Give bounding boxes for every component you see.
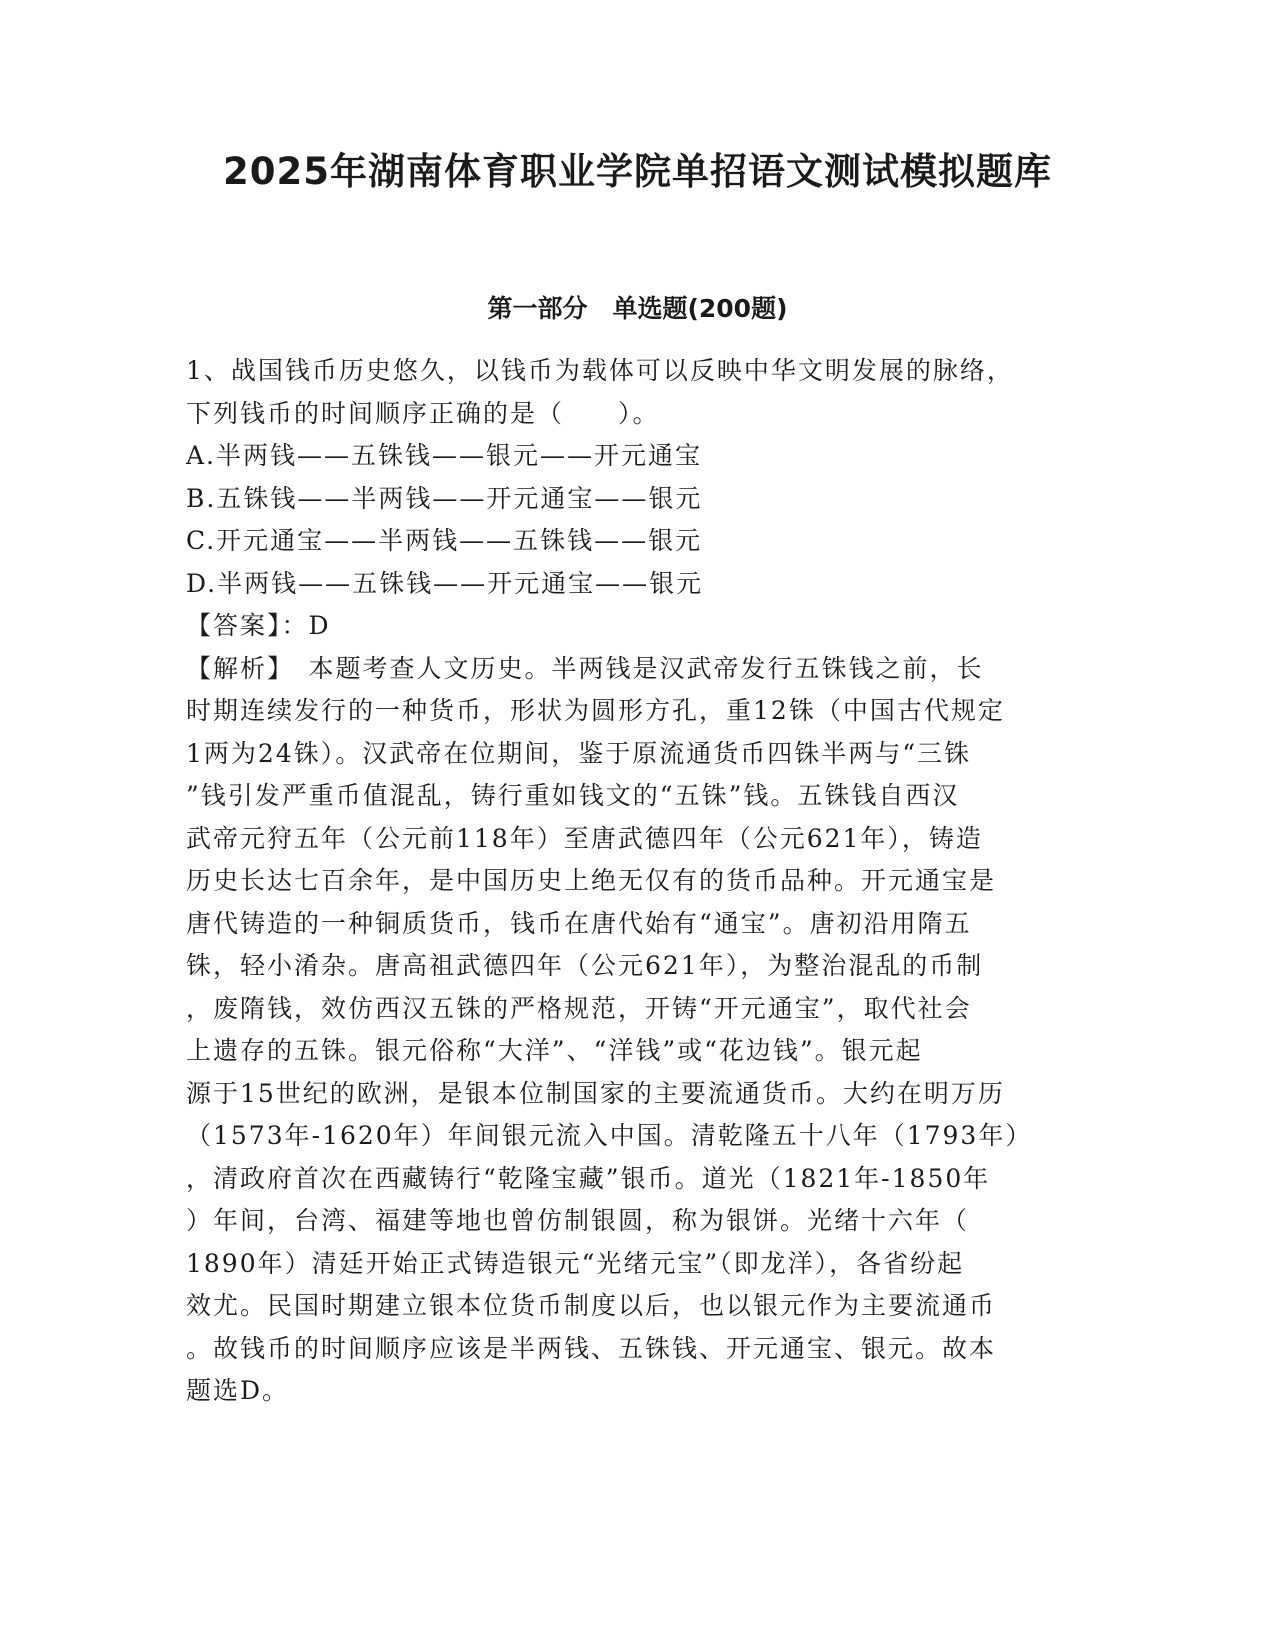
analysis-text: ，废隋钱，效仿西汉五铢的严格规范，开铸“开元通宝”，取代社会 <box>186 993 972 1023</box>
section-title: 第一部分 单选题(200题) <box>487 294 788 323</box>
option-b: B.五铢钱——半两钱——开元通宝——银元 <box>186 483 703 513</box>
analysis-text: ”钱引发严重币值混乱，铸行重如钱文的“五铢”钱。五铢钱自西汉 <box>186 781 960 810</box>
analysis-text: ，清政府首次在西藏铸行“乾隆宝藏”银币。道光（1821年-1850年 <box>186 1163 991 1193</box>
analysis-text: 效尤。民国时期建立银本位货币制度以后，也以银元作为主要流通币 <box>186 1291 997 1320</box>
analysis-text: ）年间，台湾、福建等地也曾仿制银圆，称为银饼。光绪十六年（ <box>186 1206 970 1235</box>
answer-line <box>186 605 1076 648</box>
analysis-text: 武帝元狩五年（公元前118年）至唐武德四年（公元621年），铸造 <box>186 823 983 853</box>
analysis-text: 唐代铸造的一种铜质货币，钱币在唐代始有“通宝”。唐初沿用隋五 <box>186 908 972 938</box>
answer-label: 【答案】： <box>186 611 309 640</box>
question-stem-line: 下列钱币的时间顺序正确的是（ ）。 <box>186 398 660 428</box>
analysis-text: 上遗存的五铢。银元俗称“大洋”、“洋钱”或“花边钱”。银元起 <box>186 1036 923 1065</box>
analysis-text: 1890年）清廷开始正式铸造银元“光绪元宝”（即龙洋），各省纷起 <box>186 1248 965 1278</box>
option-c: C.开元通宝——半两钱——五铢钱——银元 <box>186 526 703 555</box>
option-a: A.半两钱——五铢钱——银元——开元通宝 <box>186 441 703 470</box>
analysis-text: 题选D。 <box>186 1376 290 1405</box>
analysis-label: 【解析】 <box>186 653 282 683</box>
analysis-text: 源于15世纪的欧洲，是银本位制国家的主要流通货币。大约在明万历 <box>186 1078 1005 1108</box>
option-d: D.半两钱——五铢钱——开元通宝——银元 <box>186 568 704 598</box>
analysis-text: 历史长达七百余年，是中国历史上绝无仅有的货币品种。开元通宝是 <box>186 866 997 895</box>
analysis-text: 。故钱币的时间顺序应该是半两钱、五铢钱、开元通宝、银元。故本 <box>186 1333 997 1363</box>
question-stem-line: 1、战国钱币历史悠久，以钱币为载体可以反映中华文明发展的脉络， <box>186 356 1014 385</box>
analysis-text: （1573年-1620年）年间银元流入中国。清乾隆五十八年（1793年） <box>186 1121 1033 1150</box>
analysis-line <box>186 648 1076 691</box>
document-title: 2025年湖南体育职业学院单招语文测试模拟题库 <box>223 150 1052 193</box>
analysis-text: 1两为24铢）。汉武帝在位期间，鉴于原流通货币四铢半两与“三铢 <box>186 738 972 768</box>
analysis-text: 铢，轻小淆杂。唐高祖武德四年（公元621年），为整治混乱的币制 <box>186 951 984 980</box>
answer-value: D <box>308 611 331 640</box>
analysis-text: 本题考查人文历史。半两钱是汉武帝发行五铢钱之前，长 <box>281 653 984 683</box>
question-block <box>186 350 1076 1413</box>
analysis-text: 时期连续发行的一种货币，形状为圆形方孔，重12铢（中国古代规定 <box>186 696 1005 725</box>
